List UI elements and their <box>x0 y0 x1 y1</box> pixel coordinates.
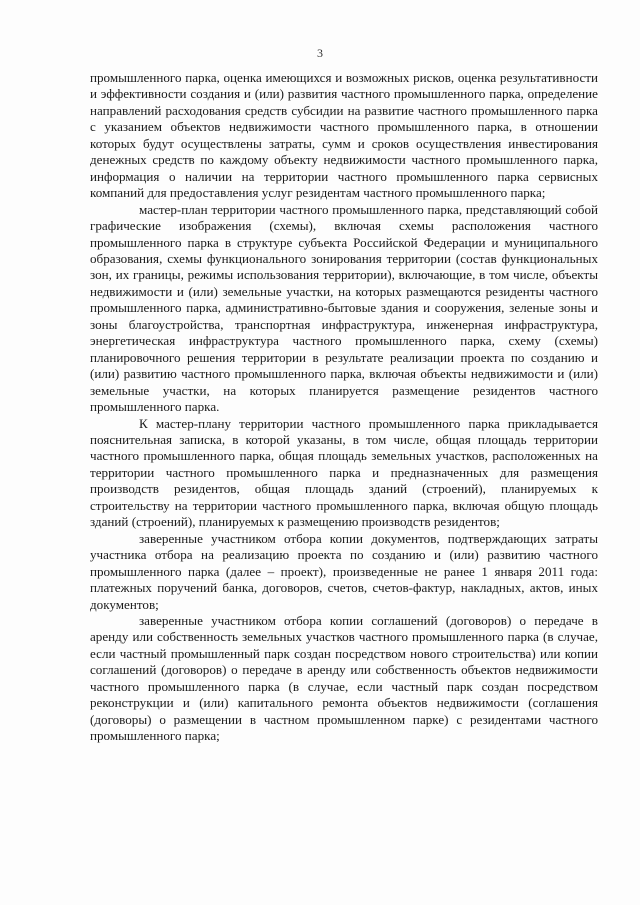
paragraph-continuation: промышленного парка, оценка имеющихся и возможных рисков, оценка результативности и эффективности создания и (или) развития частного промышленного парка, определение направлений расходования средств субсидии на развитие частного промышленного парка с указанием объектов недвижимости частного промышленного парка, в отношении которых будут осуществлены затраты, сумм и сроков осуществления инвестирования денежных средств по каждому объекту недвижимости частного промышленного парка, информация о наличии на территории частного промышленного парка сервисных компаний для предоставления услуг резидентам частного промышленного парка; <box>90 70 598 201</box>
paragraph-explanatory-note: К мастер-плану территории частного промышленного парка прикладывается пояснительная записка, в которой указаны, в том числе, общая площадь территории частного промышленного парка, общая площадь земельных участков, расположенных на территории частного промышленного парка и предназначенных для размещения производств резидентов, общая площадь зданий (строений), планируемых к строительству на территории частного промышленного парка, включая общую площадь зданий (строений), планируемых к размещению производств резидентов; <box>90 415 598 530</box>
paragraph-expense-documents: заверенные участником отбора копии документов, подтверждающих затраты участника отбора на реализацию проекта по созданию и (или) развитию частного промышленного парка (далее – проект), произведенные не ранее 1 января 2011 года: платежных поручений банка, договоров, счетов, счетов-фактур, накладных, актов, иных документов; <box>90 530 598 612</box>
paragraph-lease-agreements: заверенные участником отбора копии соглашений (договоров) о передаче в аренду или собственность земельных участков частного промышленного парка (в случае, если частный промышленный парк создан посредством нового строительства) или копии соглашений (договоров) о передаче в аренду или собственность объектов недвижимости частного промышленного парка (в случае, если частный парк создан посредством реконструкции и (или) капитального ремонта объектов недвижимости (соглашения (договоры) о размещении в частном промышленном парке) с резидентами частного промышленного парка; <box>90 612 598 744</box>
page-number: 3 <box>317 46 323 60</box>
paragraph-master-plan: мастер-план территории частного промышленного парка, представляющий собой графические изображения (схемы), включая схемы расположения частного промышленного парка в структуре субъекта Российской Федерации и муниципального образования, схемы функционального зонирования территории (состав функциональных зон, их границы, режимы использования территории), включающие, в том числе, объекты недвижимости и (или) земельные участки, на которых размещаются резиденты частного промышленного парка, административно-бытовые здания и сооружения, зеленые зоны и зоны благоустройства, транспортная инфраструктура, инженерная инфраструктура, энергетическая инфраструктура частного промышленного парка, схему (схемы) планировочного решения территории в результате реализации проекта по созданию и (или) развитию частного промышленного парка, включая объекты недвижимости и (или) земельные участки, на которых планируется размещение резидентов частного промышленного парка. <box>90 201 598 415</box>
document-body <box>90 70 598 745</box>
